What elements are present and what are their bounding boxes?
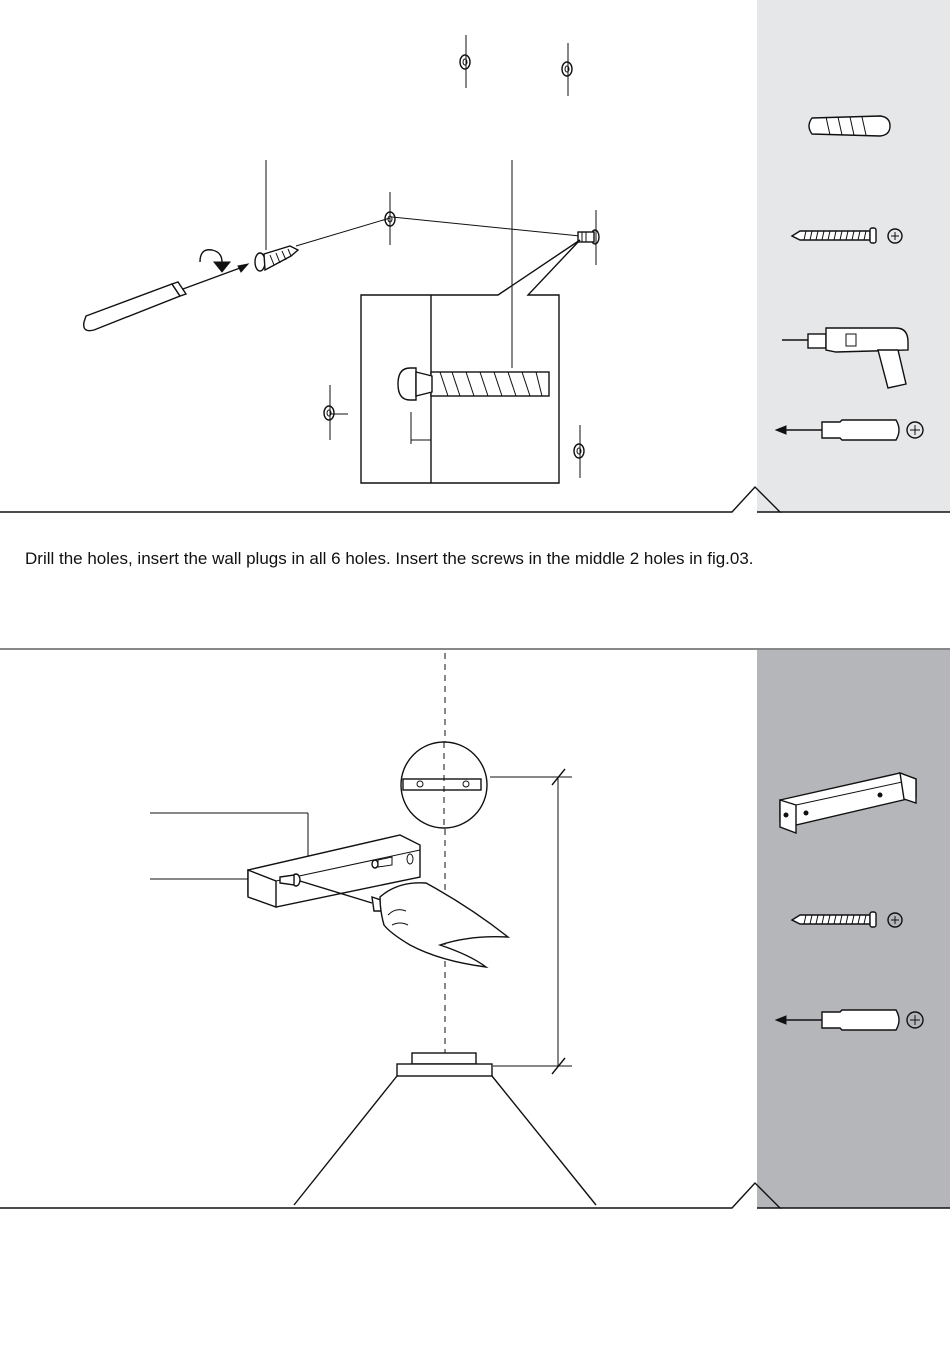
screwdriver-driving-screw-icon: [84, 246, 298, 331]
height-dimension-line: [490, 769, 572, 1074]
wall-hole-icon: [574, 425, 584, 478]
screw-icon: [792, 228, 902, 243]
figure-drill-holes: [0, 0, 950, 520]
instruction-caption: Drill the holes, insert the wall plugs in all 6 holes. Insert the screws in the middle 2 holes in fig.03.: [25, 549, 754, 568]
wall-hole-icon: [460, 35, 470, 88]
figure-mount-bracket: [0, 645, 950, 1220]
screw-icon: [792, 912, 902, 927]
drill-icon: [782, 328, 908, 388]
wall-hole-icon: [324, 385, 348, 440]
bracket-detail-magnifier: [401, 742, 487, 828]
screwdriver-icon: [776, 1010, 923, 1030]
wall-hole-icon: [562, 43, 572, 96]
wall-hole-icon: [385, 192, 395, 245]
wall-plug-icon: [809, 116, 890, 136]
wall-plug-detail-callout: [361, 240, 580, 483]
mounting-bracket-icon: [780, 773, 916, 833]
screwdriver-icon: [776, 420, 923, 440]
lamp-shade: [294, 1053, 596, 1205]
wall-plug-in-hole-icon: [578, 210, 599, 265]
